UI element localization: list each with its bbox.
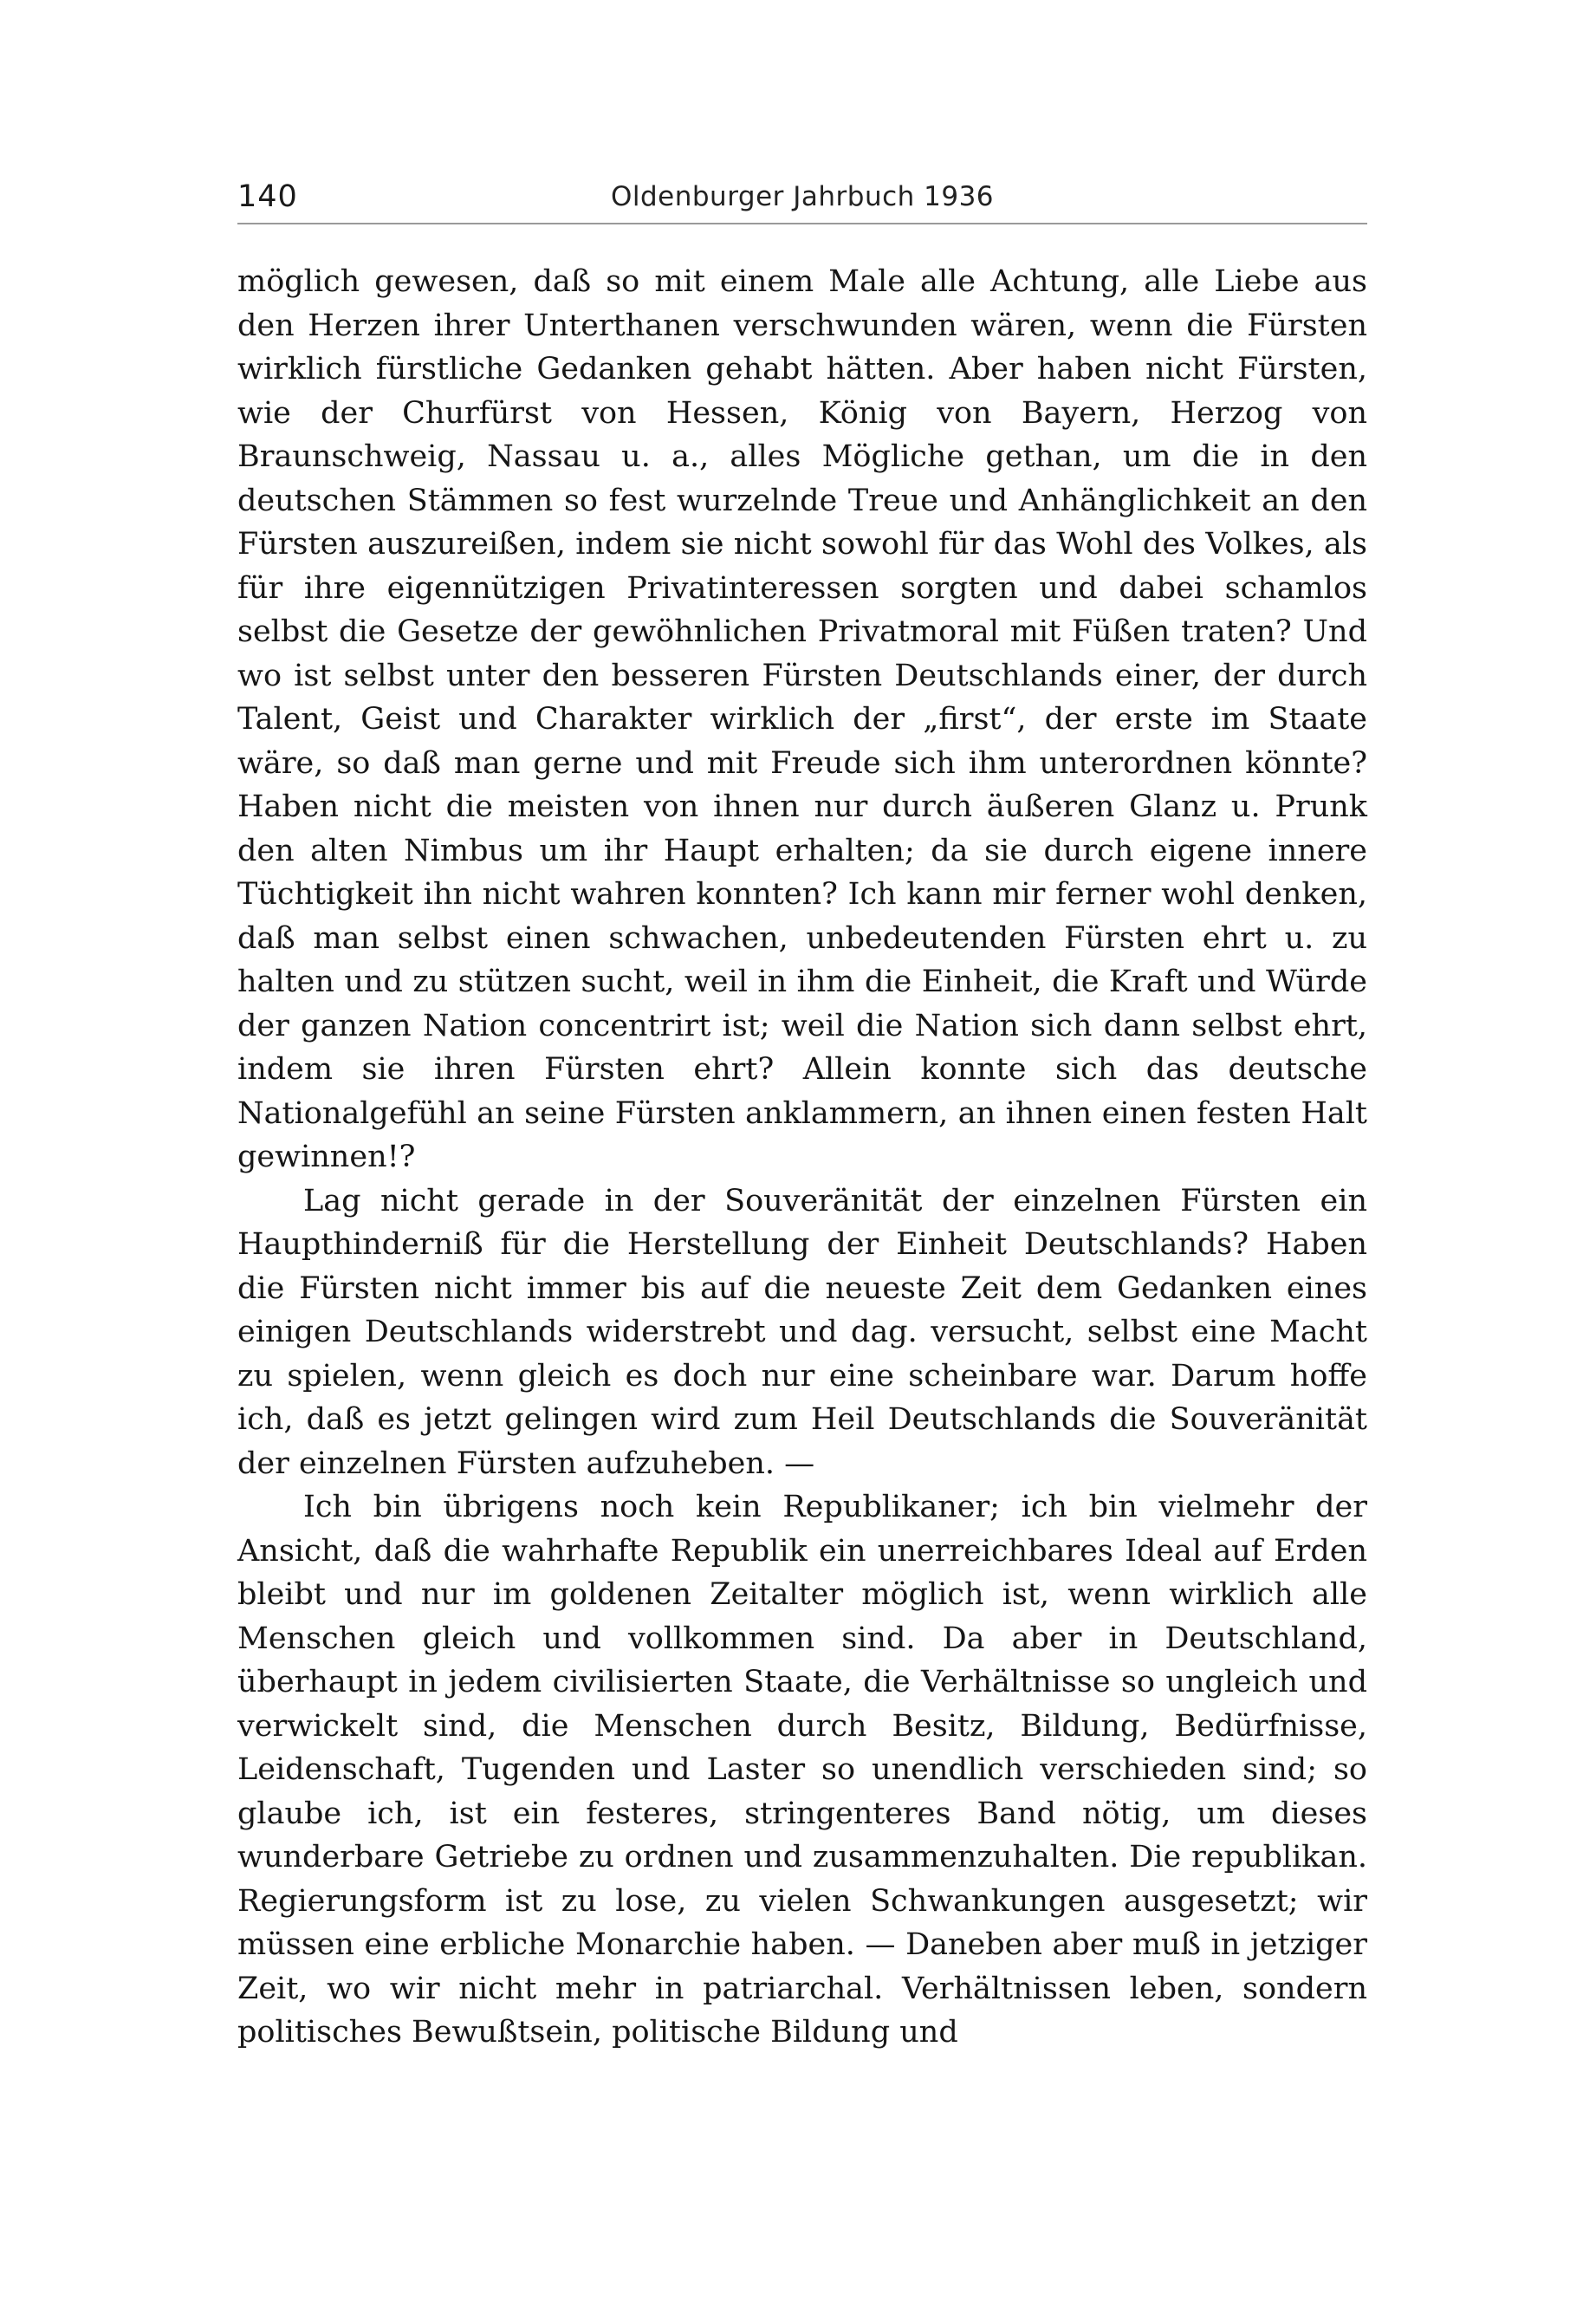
paragraph-3: Ich bin übrigens noch kein Republikaner; ich bin vielmehr der Ansicht, daß die wahrhafte Republik ein unerreichbares Ideal auf Erden bleibt und nur im goldenen Zeitalter möglich ist, wenn wirklich alle Menschen gleich und vollkommen sind. Da aber in Deutschland, überhaupt in jedem civilisierten Staate, die Verhältnisse so ungleich und verwickelt sind, die Menschen durch Besitz, Bildung, Bedürfnisse, Leidenschaft, Tugenden und Laster so unendlich verschieden sind; so glaube ich, ist ein festeres, stringenteres Band nötig, um dieses wunderbare Getriebe zu ordnen und zusammenzuhalten. Die republikan. Regierungsform ist zu lose, zu vielen Schwankungen ausgesetzt; wir müssen eine erbliche Monarchie haben. — Daneben aber muß in jetziger Zeit, wo wir nicht mehr in patriarchal. Verhältnissen leben, sondern politisches Bewußtsein, politische Bildung und [237, 1490, 1367, 2050]
page-number: 140 [237, 179, 298, 214]
paragraph-2: Lag nicht gerade in der Souveränität der einzelnen Fürsten ein Haupthinderniß für die Herstellung der Einheit Deutschlands? Haben die Fürsten nicht immer bis auf die neueste Zeit dem Gedanken eines einigen Deutschlands widerstrebt und dag. versucht, selbst eine Macht zu spielen, wenn gleich es doch nur eine scheinbare war. Darum hoffe ich, daß es jetzt gelingen wird zum Heil Deutschlands die Souveränität der einzelnen Fürsten aufzuheben. — [237, 1183, 1367, 1481]
running-title: Oldenburger Jahrbuch 1936 [610, 181, 995, 212]
paragraph-1: möglich gewesen, daß so mit einem Male alle Achtung, alle Liebe aus den Herzen ihrer Unterthanen verschwunden wären, wenn die Fürsten wirklich fürstliche Gedanken gehabt hätten. Aber haben nicht Fürsten, wie der Churfürst von Hessen, König von Bayern, Herzog von Braunschweig, Nassau u. a., alles Mögliche gethan, um die in den deutschen Stämmen so fest wurzelnde Treue und Anhänglichkeit an den Fürsten auszureißen, indem sie nicht sowohl für das Wohl des Volkes, als für ihre eigennützigen Privatinteressen sorgten und dabei schamlos selbst die Gesetze der gewöhnlichen Privatmoral mit Füßen traten? Und wo ist selbst unter den besseren Fürsten Deutschlands einer, der durch Talent, Geist und Charakter wirklich der „first“, der erste im Staate wäre, so daß man gerne und mit Freude sich ihm unterordnen könnte? Haben nicht die meisten von ihnen nur durch äußeren Glanz u. Prunk den alten Nimbus um ihr Haupt erhalten; da sie durch eigene innere Tüchtigkeit ihn nicht wahren konnten? Ich kann mir ferner wohl denken, daß man selbst einen schwachen, unbedeutenden Fürsten ehrt u. zu halten und zu stützen sucht, weil in ihm die Einheit, die Kraft und Würde der ganzen Nation concentrirt ist; weil die Nation sich dann selbst ehrt, indem sie ihren Fürsten ehrt? Allein konnte sich das deutsche Nationalgefühl an seine Fürsten anklammern, an ihnen einen festen Halt gewinnen!? [237, 264, 1367, 1174]
body-text [237, 260, 1367, 2055]
page-header [237, 178, 1367, 224]
